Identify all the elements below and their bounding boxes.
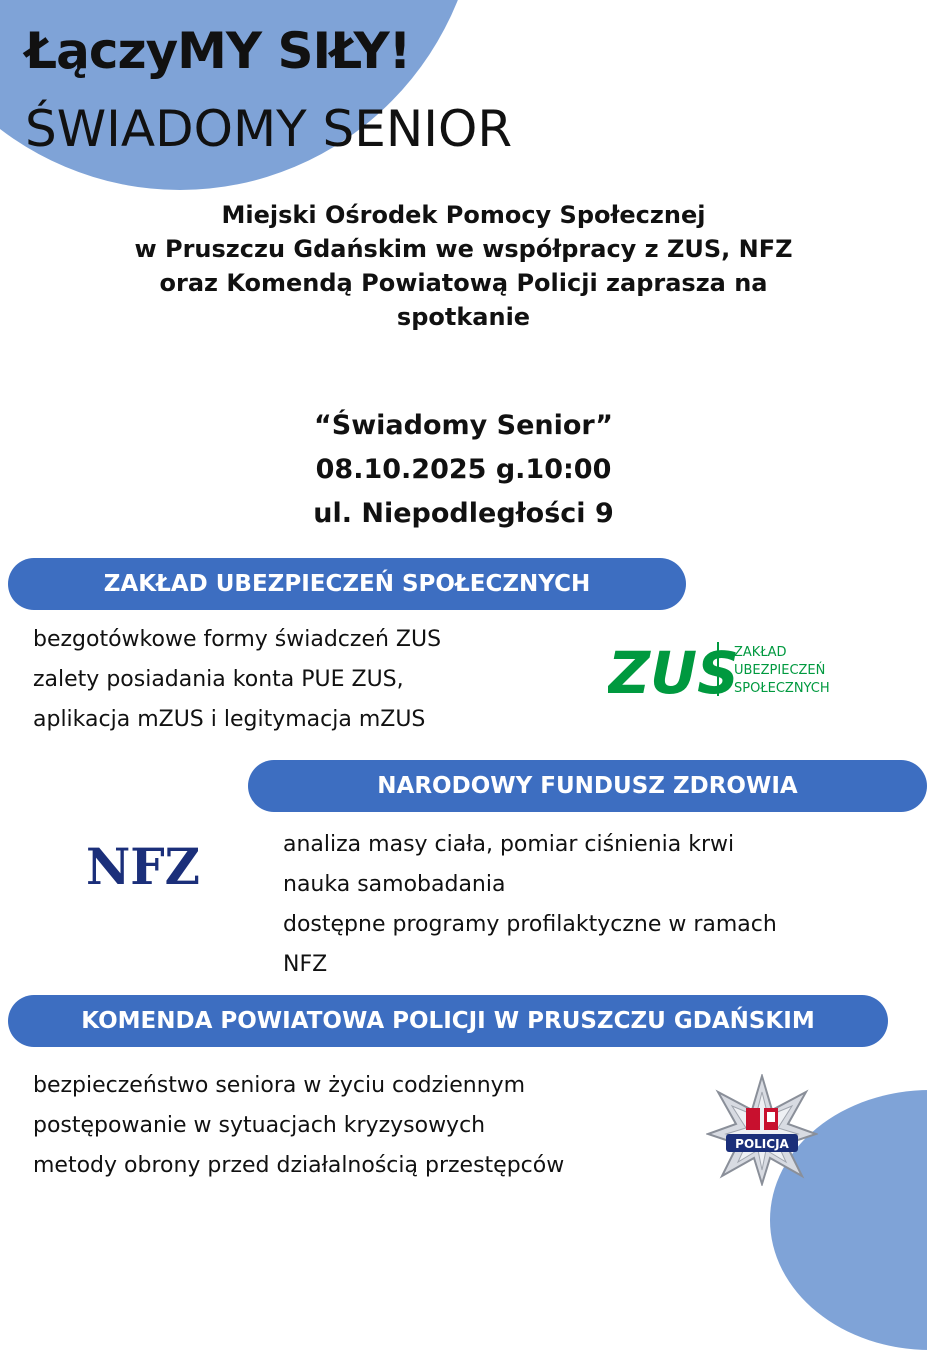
police-shield-white	[767, 1112, 775, 1122]
list-item: analiza masy ciała, pomiar ciśnienia krwi	[283, 832, 735, 857]
list-item: dostępne programy profilaktyczne w ramach	[283, 912, 777, 937]
event-datetime: 08.10.2025 g.10:00	[315, 454, 612, 485]
list-item: aplikacja mZUS i legitymacja mZUS	[33, 707, 426, 732]
intro-line: w Pruszczu Gdańskim we współpracy z ZUS, NFZ	[134, 235, 793, 263]
zus-topic-list	[33, 620, 441, 740]
page-subtitle: ŚWIADOMY SENIOR	[25, 100, 513, 158]
police-banner-text: POLICJA	[735, 1137, 789, 1151]
nfz-topic-list	[283, 825, 777, 985]
nfz-logo	[86, 838, 206, 890]
list-item: metody obrony przed działalnością przestępców	[33, 1153, 565, 1178]
page-title: ŁączyMY SIŁY!	[25, 22, 411, 80]
event-name: “Świadomy Senior”	[314, 410, 613, 441]
police-star-logo	[706, 1074, 818, 1186]
list-item: postępowanie w sytuacjach kryzysowych	[33, 1113, 486, 1138]
section-heading-nfz: NARODOWY FUNDUSZ ZDROWIA	[248, 760, 927, 812]
zus-logo-text-line: SPOŁECZNYCH	[734, 681, 830, 696]
intro-text	[0, 198, 927, 334]
section-heading-police: KOMENDA POWIATOWA POLICJI W PRUSZCZU GDAŃSKIM	[8, 995, 888, 1047]
list-item: bezgotówkowe formy świadczeń ZUS	[33, 627, 442, 652]
list-item: NFZ	[283, 952, 328, 977]
intro-line: oraz Komendą Powiatową Policji zaprasza na	[159, 269, 768, 297]
event-address: ul. Niepodległości 9	[313, 498, 614, 529]
section-heading-zus: ZAKŁAD UBEZPIECZEŃ SPOŁECZNYCH	[8, 558, 686, 610]
list-item: nauka samobadania	[283, 872, 506, 897]
list-item: bezpieczeństwo seniora w życiu codziennym	[33, 1073, 526, 1098]
intro-line: spotkanie	[396, 303, 531, 331]
police-topic-list	[33, 1066, 564, 1186]
event-info	[0, 404, 927, 536]
nfz-logo-mark: NFZ	[86, 838, 200, 890]
police-shield-left	[746, 1108, 760, 1130]
intro-line: Miejski Ośrodek Pomocy Społecznej	[221, 201, 706, 229]
list-item: zalety posiadania konta PUE ZUS,	[33, 667, 404, 692]
zus-logo-text-line: UBEZPIECZEŃ	[734, 663, 826, 678]
zus-logo-text-line: ZAKŁAD	[734, 645, 787, 660]
zus-logo-mark: ZUS	[608, 639, 739, 702]
zus-logo	[608, 636, 858, 702]
